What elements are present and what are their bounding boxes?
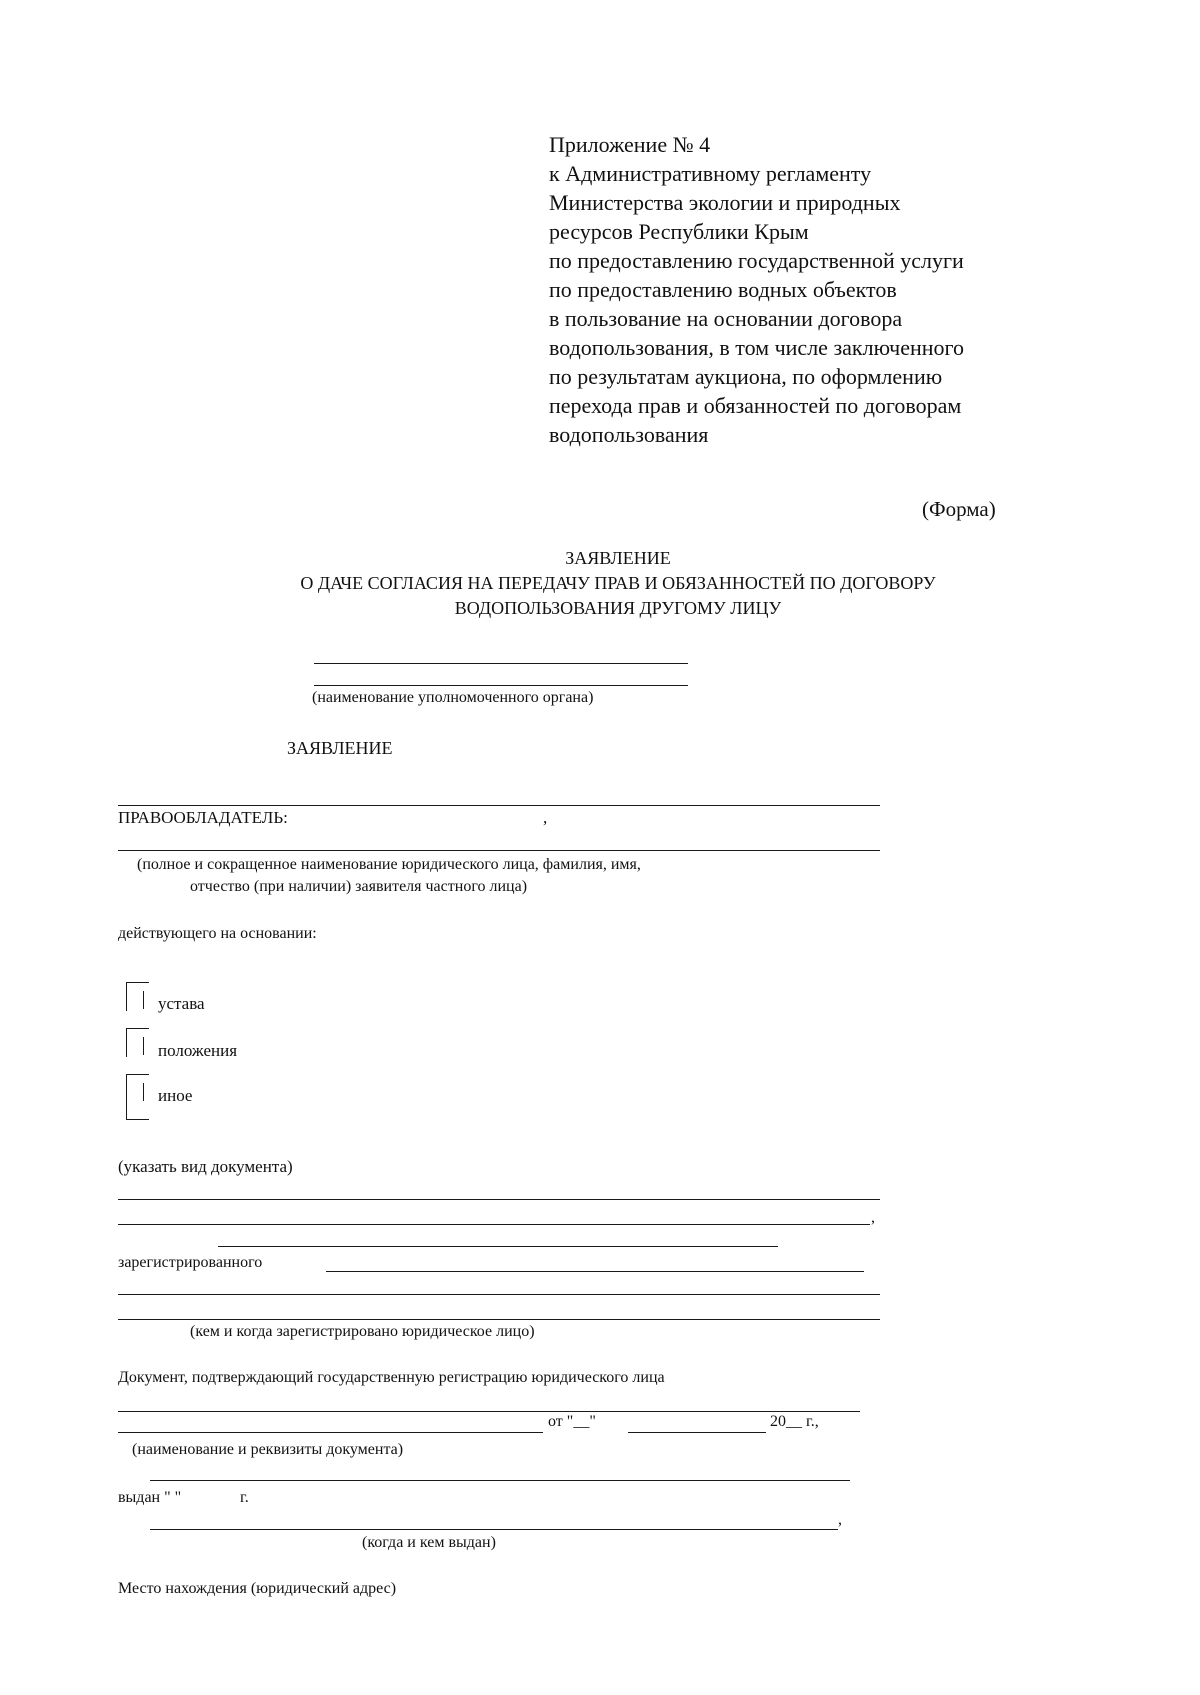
doc-type-line-1[interactable] (118, 1199, 880, 1200)
registered-input-line[interactable] (326, 1271, 864, 1272)
reg-document-label: Документ, подтверждающий государственную регистрацию юридического лица (118, 1369, 665, 1386)
reg-document-caption: (наименование и реквизиты документа) (132, 1441, 404, 1458)
reg-document-month-line[interactable] (628, 1432, 766, 1433)
appendix-line: по результатам аукциона, по оформлению (549, 364, 943, 389)
option-other-label: иное (158, 1086, 193, 1105)
appendix-line: водопользования, в том числе заключенного (549, 335, 965, 360)
doc-type-label: (указать вид документа) (118, 1157, 293, 1176)
rights-holder-line-bottom[interactable] (118, 850, 880, 851)
issued-comma: , (838, 1511, 842, 1528)
reg-document-year: 20__ г., (770, 1413, 819, 1430)
issued-year-suffix: г. (240, 1489, 249, 1506)
authority-line-1[interactable] (314, 663, 688, 664)
rights-holder-line-top[interactable] (118, 805, 880, 806)
issued-line-bottom[interactable] (150, 1529, 838, 1530)
registered-label: зарегистрированного (118, 1254, 263, 1271)
appendix-line: Приложение № 4 (549, 132, 711, 157)
issued-label: выдан " " (118, 1489, 182, 1506)
document-title: ЗАЯВЛЕНИЕ (565, 548, 671, 568)
document-subtitle: О ДАЧЕ СОГЛАСИЯ НА ПЕРЕДАЧУ ПРАВ И ОБЯЗАННОСТЕЙ ПО ДОГОВОРУ (300, 573, 936, 593)
option-regulation-label: положения (158, 1041, 238, 1060)
statement-heading: ЗАЯВЛЕНИЕ (287, 738, 393, 758)
reg-document-line-top[interactable] (118, 1411, 860, 1412)
appendix-line: Министерства экологии и природных (549, 190, 901, 215)
checkbox-regulation[interactable] (126, 1028, 149, 1057)
registered-line-3[interactable] (118, 1319, 880, 1320)
appendix-line: перехода прав и обязанностей по договорам (549, 393, 962, 418)
checkbox-other[interactable] (126, 1074, 149, 1120)
location-label: Место нахождения (юридический адрес) (118, 1580, 397, 1597)
acting-basis-label: действующего на основании: (118, 925, 317, 942)
checkbox-charter[interactable] (126, 982, 149, 1011)
appendix-block (549, 130, 964, 449)
registered-caption: (кем и когда зарегистрировано юридическое лицо) (190, 1323, 535, 1340)
option-charter-label: устава (158, 994, 205, 1013)
rights-holder-caption-1: (полное и сокращенное наименование юридического лица, фамилия, имя, (137, 856, 641, 873)
appendix-line: по предоставлению водных объектов (549, 277, 897, 302)
appendix-line: по предоставлению государственной услуги (549, 248, 964, 273)
appendix-line: водопользования (549, 422, 709, 447)
reg-document-from: от "__" (548, 1413, 596, 1430)
issued-caption: (когда и кем выдан) (362, 1534, 496, 1551)
rights-holder-caption-2: отчество (при наличии) заявителя частного лица) (190, 878, 528, 895)
form-label: (Форма) (922, 497, 996, 521)
registered-line-2[interactable] (118, 1294, 880, 1295)
rights-holder-comma: , (543, 808, 548, 827)
doc-type-line-3[interactable] (218, 1246, 778, 1247)
doc-type-line-2[interactable] (118, 1224, 870, 1225)
appendix-line: к Административному регламенту (549, 161, 872, 186)
appendix-line: в пользование на основании договора (549, 306, 903, 331)
authority-line-2[interactable] (314, 685, 688, 686)
reg-document-name-line[interactable] (118, 1432, 543, 1433)
authority-caption: (наименование уполномоченного органа) (312, 689, 594, 706)
rights-holder-label: ПРАВООБЛАДАТЕЛЬ: (118, 808, 288, 827)
document-subtitle-2: ВОДОПОЛЬЗОВАНИЯ ДРУГОМУ ЛИЦУ (454, 598, 782, 618)
doc-type-comma: , (871, 1209, 875, 1226)
issued-line-top[interactable] (150, 1480, 850, 1481)
appendix-line: ресурсов Республики Крым (549, 219, 809, 244)
